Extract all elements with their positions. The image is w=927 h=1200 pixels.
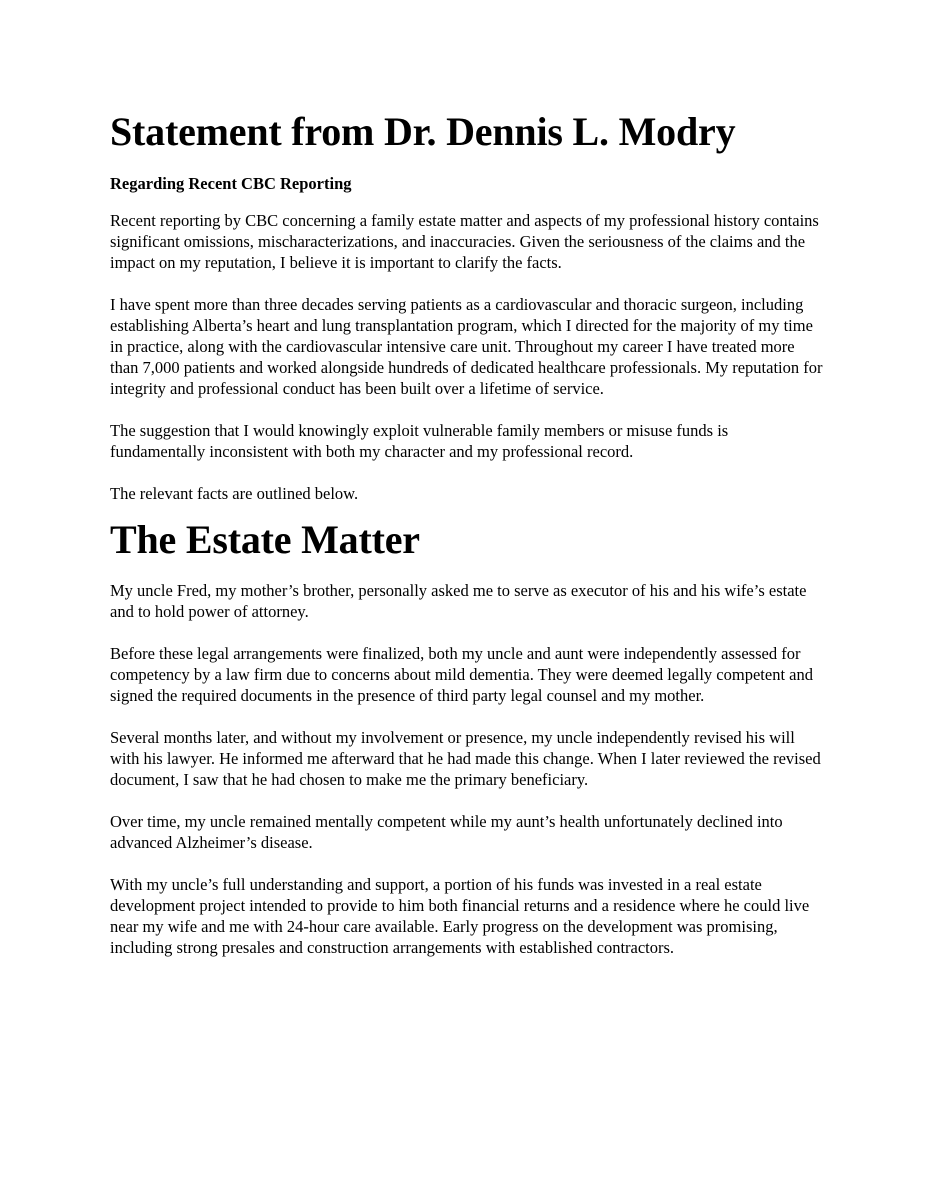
document-content	[110, 108, 826, 958]
section-paragraph: Before these legal arrangements were finalized, both my uncle and aunt were independently assessed for competency by a law firm due to concerns about mild dementia. They were deemed legally competent and signed the required documents in the presence of third party legal counsel and my mother.	[110, 644, 813, 705]
page-title: Statement from Dr. Dennis L. Modry	[110, 109, 736, 154]
section-heading: The Estate Matter	[110, 517, 420, 562]
page-subtitle: Regarding Recent CBC Reporting	[110, 174, 352, 193]
section-paragraph: With my uncle’s full understanding and support, a portion of his funds was invested in a real estate development project intended to provide to him both financial returns and a residence where he could live near my wife and me with 24-hour care available. Early progress on the development was promising, including strong presales and construction arrangements with established contractors.	[110, 875, 810, 957]
section-paragraph: Several months later, and without my involvement or presence, my uncle independently revised his will with his lawyer. He informed me afterward that he had made this change. When I later reviewed the revised document, I saw that he had chosen to make me the primary beneficiary.	[110, 728, 821, 789]
intro-paragraph: I have spent more than three decades serving patients as a cardiovascular and thoracic surgeon, including establishing Alberta’s heart and lung transplantation program, which I directed for the majority of my time in practice, along with the cardiovascular intensive care unit. Throughout my career I have treated more than 7,000 patients and worked alongside hundreds of dedicated healthcare professionals. My reputation for integrity and professional conduct has been built over a lifetime of service.	[110, 295, 823, 398]
intro-paragraph: Recent reporting by CBC concerning a family estate matter and aspects of my professional history contains significant omissions, mischaracterizations, and inaccuracies. Given the seriousness of the claims and the impact on my reputation, I believe it is important to clarify the facts.	[110, 211, 819, 272]
section-paragraph: My uncle Fred, my mother’s brother, personally asked me to serve as executor of his and his wife’s estate and to hold power of attorney.	[110, 581, 807, 621]
intro-paragraph: The relevant facts are outlined below.	[110, 484, 359, 503]
intro-paragraph: The suggestion that I would knowingly exploit vulnerable family members or misuse funds is fundamentally inconsistent with both my character and my professional record.	[110, 421, 729, 461]
section-paragraph: Over time, my uncle remained mentally competent while my aunt’s health unfortunately declined into advanced Alzheimer’s disease.	[110, 812, 783, 852]
